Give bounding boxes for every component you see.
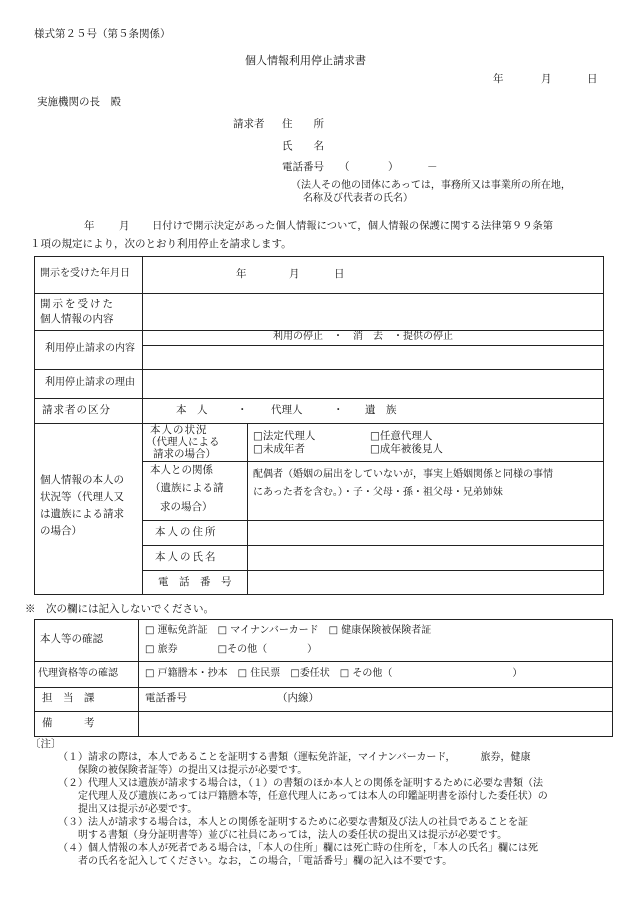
agent-check-options: □ 戸籍謄本・抄本 □ 住民票 □委任状 □ その他（ ） <box>145 667 523 679</box>
requester-phone-label: 電話番号 <box>282 161 324 173</box>
note-4-line-1: （４）個人情報の本人が死者である場合は，「本人の住所」欄には死亡時の住所を，「本人の氏名」欄には死 <box>58 843 538 854</box>
disclosed-content-label-2: 個人情報の内容 <box>40 313 114 325</box>
status-label-2: 状況等（代理人又 <box>40 491 124 503</box>
intro-year: 年 <box>84 220 95 232</box>
phone-dash: － <box>427 161 438 173</box>
category-sep-1: ・ <box>237 403 248 416</box>
note-4-line-2: 者の氏名を記入してください。なお，この場合，「電話番号」欄の記入は不要です。 <box>78 856 453 867</box>
note-2-line-3: 提出又は提示が必要です。 <box>78 804 198 815</box>
principal-status-label-1: 本人の状況 <box>150 424 208 436</box>
phone-open-paren: （ <box>339 161 350 173</box>
note-2-line-1: （２）代理人又は遺族が請求する場合は，（１）の書類のほか本人との関係を証明するために必要な書類（法 <box>58 778 543 789</box>
page-title: 個人情報利用停止請求書 <box>245 54 366 67</box>
disclosure-year: 年 <box>236 267 247 280</box>
date-month-label: 月 <box>541 73 552 85</box>
principal-name-label: 本人の氏名 <box>155 550 218 563</box>
addressee: 実施機関の長 殿 <box>37 96 121 108</box>
phone-close-paren: ） <box>388 161 399 173</box>
note-3-line-2: 明する書類（身分証明書等）並びに社員にあっては，法人の委任状の提出又は提示が必要です。 <box>78 830 508 841</box>
agent-check-label: 代理資格等の確認 <box>38 667 118 679</box>
note-3-line-1: （３）法人が請求する場合は，本人との関係を証明するために必要な書類及び法人の社員であることを証 <box>58 817 528 828</box>
corp-note-line-1: （法人その他の団体にあっては，事務所又は事業所の所在地， <box>291 180 571 191</box>
identity-options-line-1: □ 運転免許証 □ マイナンバーカード □ 健康保険被保険者証 <box>145 625 432 636</box>
requester-address-label: 住 所 <box>282 118 324 130</box>
status-label-1: 個人情報の本人の <box>40 474 124 486</box>
intro-line-2: １項の規定により，次のとおり利用停止を請求します。 <box>30 238 292 250</box>
category-principal: 本 人 <box>176 403 208 416</box>
staff-phone-label: 電話番号 <box>145 692 187 705</box>
relation-label-1: 本人との関係 <box>150 464 213 476</box>
request-options: 利用の停止 ・ 消 去 ・提供の停止 <box>273 331 453 342</box>
requester-label: 請求者 <box>233 118 265 130</box>
request-reason-label: 利用停止請求の理由 <box>45 377 135 389</box>
identity-options-line-2: □ 旅券 □その他（ ） <box>145 644 318 655</box>
staff-section-label: 担 当 課 <box>42 692 95 705</box>
disclosure-month: 月 <box>289 267 300 280</box>
category-sep-2: ・ <box>333 403 344 416</box>
status-label-3: は遺族による請求 <box>40 508 124 520</box>
principal-status-label-3: 請求の場合） <box>153 448 216 460</box>
category-survivor: 遺 族 <box>365 403 397 416</box>
office-use-notice: ※ 次の欄には記入しないでください。 <box>25 603 214 615</box>
disclosure-date-label: 開示を受けた年月日 <box>40 268 130 280</box>
relation-label-2: （遺族による請 <box>150 482 224 494</box>
form-number: 様式第２５号（第５条関係） <box>34 28 171 40</box>
notes-heading: 〔注〕 <box>30 738 62 750</box>
remarks-label: 備 考 <box>42 717 95 730</box>
option-legal-agent[interactable]: □法定代理人 <box>253 430 316 442</box>
relation-text-1: 配偶者（婚姻の届出をしていないが，事実上婚姻関係と同様の事情 <box>253 469 553 480</box>
intro-month: 月 <box>119 220 130 232</box>
note-1-line-2: 保険の被保険者証等）の提出又は提示が必要です。 <box>78 765 308 776</box>
requester-name-label: 氏 名 <box>282 140 324 152</box>
disclosed-content-label-1: 開示を受けた <box>40 298 115 310</box>
note-2-line-2: 定代理人及び遺族にあっては戸籍謄本等，任意代理人にあっては本人の印鑑証明書を添付した委任状）の <box>78 791 548 802</box>
date-day-label: 日 <box>587 73 598 85</box>
note-1-line-1: （１）請求の際は，本人であることを証明する書類（運転免許証，マイナンバーカード， 旅券，健康 <box>58 752 531 763</box>
relation-text-2: にあった者を含む。）・子・父母・孫・祖父母・兄弟姉妹 <box>253 487 503 498</box>
disclosure-day: 日 <box>334 267 345 280</box>
identity-check-label: 本人等の確認 <box>40 633 103 646</box>
corp-note-line-2: 名称及び代表者の氏名） <box>303 193 413 204</box>
status-label-4: の場合） <box>40 525 82 537</box>
principal-status-label-2: （代理人による <box>146 436 220 448</box>
principal-phone-label: 電 話 番 号 <box>158 575 232 588</box>
requester-category-label: 請求者の区分 <box>42 403 111 416</box>
staff-extension-label: （内線） <box>277 692 319 705</box>
date-year-label: 年 <box>493 73 504 85</box>
relation-label-3: 求の場合） <box>160 501 213 513</box>
request-content-label: 利用停止請求の内容 <box>45 343 135 355</box>
category-agent: 代理人 <box>271 403 303 416</box>
option-voluntary-agent[interactable]: □任意代理人 <box>370 430 433 442</box>
principal-address-label: 本人の住所 <box>155 525 218 538</box>
option-adult-ward[interactable]: □成年被後見人 <box>370 443 443 455</box>
option-minor[interactable]: □未成年者 <box>253 443 305 455</box>
intro-line-1: 日付けで開示決定があった個人情報について，個人情報の保護に関する法律第９９条第 <box>152 220 554 232</box>
